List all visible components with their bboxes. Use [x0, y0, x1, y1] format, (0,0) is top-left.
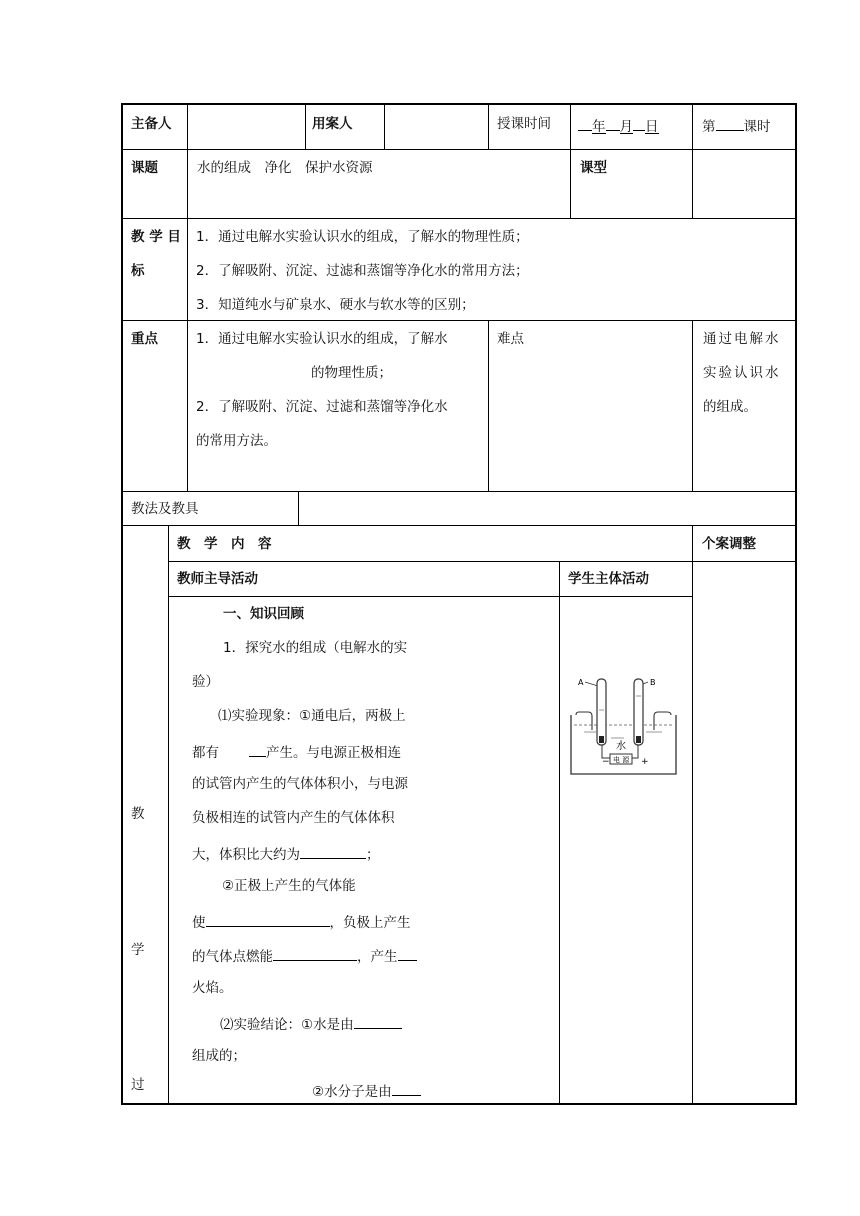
date-field: [578, 116, 659, 135]
col-divider: [187, 104, 188, 149]
teacher-header: 教师主导活动: [177, 571, 258, 587]
row-divider: [122, 320, 796, 321]
period-suffix: 课时: [743, 119, 771, 135]
col-divider: [305, 104, 306, 149]
day-blank: [633, 116, 645, 131]
apparatus-rim: [576, 712, 671, 730]
content-line: 组成的；: [192, 1048, 246, 1064]
topic-label: 课题: [131, 160, 158, 176]
period-blank: [716, 116, 744, 131]
label-a: A: [578, 678, 584, 687]
content-line: 负极相连的试管内产生的气体体积: [192, 810, 395, 826]
minus-sign: −: [602, 757, 610, 767]
col-divider: [488, 320, 489, 491]
fill-blank: [273, 946, 357, 961]
goal-item: 3．知道纯水与矿泉水、硬水与软水等的区别；: [196, 297, 475, 313]
electrode-b: [636, 736, 641, 743]
col-divider: [692, 104, 693, 218]
content-line: 验）: [192, 674, 219, 690]
period-prefix: 第: [702, 119, 716, 135]
month-blank: [606, 116, 620, 131]
label-b: B: [650, 678, 656, 687]
row-divider: [122, 491, 796, 492]
process-side-char: 教: [131, 806, 145, 822]
difficulty-line: 的组成。: [703, 399, 757, 415]
row-divider: [122, 218, 796, 219]
process-side-char: 学: [131, 942, 145, 958]
plus-sign: +: [641, 757, 649, 767]
lesson-type-label: 课型: [580, 160, 607, 176]
period-field: [702, 116, 771, 135]
goal-item: 1．通过电解水实验认识水的组成，了解水的物理性质；: [196, 229, 529, 245]
col-divider: [488, 104, 489, 149]
test-tube-a: [597, 679, 606, 745]
key-point-line: 的常用方法。: [196, 433, 277, 449]
goals-label-2: 标: [131, 263, 145, 279]
topic-value: 水的组成 净化 保护水资源: [197, 160, 373, 176]
electrolysis-diagram: [566, 672, 684, 784]
col-divider: [298, 491, 299, 525]
col-divider: [168, 525, 169, 1104]
time-label: 授课时间: [497, 116, 551, 132]
content-line: [220, 1014, 402, 1033]
text-part: 使: [192, 915, 206, 931]
content-line: ⑴实验现象：①通电后，两极上: [218, 708, 406, 724]
water-label: 水: [616, 741, 626, 752]
month-suffix: 月: [619, 119, 633, 135]
pointer-line: [585, 682, 598, 686]
goal-item: 2．了解吸附、沉淀、过滤和蒸馏等净化水的常用方法；: [196, 263, 529, 279]
col-divider: [187, 149, 188, 491]
col-divider: [570, 104, 571, 218]
col-divider: [384, 104, 385, 149]
text-part: ②水分子是由: [312, 1084, 392, 1100]
text-part: 的气体点燃能: [192, 949, 273, 965]
fill-blank: [398, 946, 417, 961]
content-line: 的试管内产生的气体体积小，与电源: [192, 776, 408, 792]
process-side-char: 过: [131, 1077, 145, 1093]
fill-blank: [249, 742, 266, 757]
electrode-a: [599, 736, 604, 743]
key-point-line: 2．了解吸附、沉淀、过滤和蒸馏等净化水: [196, 399, 448, 415]
fill-blank: [354, 1014, 402, 1029]
row-divider: [122, 525, 796, 526]
content-header: 教 学 内 容: [177, 536, 272, 552]
text-part: ，产生: [357, 949, 398, 965]
row-divider: [168, 596, 693, 597]
text-part: ，负极上产生: [329, 915, 411, 931]
content-line: [312, 1081, 421, 1100]
text-part: ；: [366, 847, 380, 863]
goals-label-1: 教 学 目: [131, 229, 181, 245]
content-line: [192, 912, 411, 931]
text-part: 都有: [192, 745, 219, 761]
difficulty-label: 难点: [497, 331, 524, 347]
content-line: [192, 946, 417, 965]
key-points-label: 重点: [131, 331, 158, 347]
fill-blank: [392, 1081, 421, 1096]
content-line: 火焰。: [192, 980, 233, 996]
preparer-label: 主备人: [131, 116, 172, 132]
content-line: 1．探究水的组成（电解水的实: [223, 640, 408, 656]
col-divider: [692, 320, 693, 491]
year-blank: [578, 116, 592, 131]
year-suffix: 年: [592, 119, 606, 135]
text-part: ⑵实验结论：①水是由: [220, 1017, 354, 1033]
adjust-header: 个案调整: [702, 536, 756, 552]
test-tube-b: [634, 679, 643, 745]
student-header: 学生主体活动: [568, 571, 649, 587]
key-point-line: 1．通过电解水实验认识水的组成，了解水: [196, 331, 448, 347]
difficulty-line: 实验认识水: [703, 365, 781, 381]
fill-blank: [300, 844, 366, 859]
key-point-line: 的物理性质；: [311, 365, 392, 381]
section-title: 一、知识回顾: [223, 606, 304, 622]
text-part: 大，体积比大约为: [192, 847, 300, 863]
col-divider: [692, 525, 693, 1104]
col-divider: [559, 561, 560, 1104]
fill-blank: [206, 912, 330, 927]
row-divider: [122, 149, 796, 150]
methods-label: 教法及教具: [131, 501, 199, 517]
content-line: [192, 844, 380, 863]
content-line: [192, 742, 401, 761]
day-suffix: 日: [645, 119, 659, 135]
text-part: 产生。与电源正极相连: [266, 745, 401, 761]
power-label: 电 源: [613, 756, 630, 764]
content-line: ②正极上产生的气体能: [222, 878, 356, 894]
row-divider: [168, 561, 796, 562]
user-label: 用案人: [312, 116, 353, 132]
difficulty-line: 通过电解水: [703, 331, 781, 347]
